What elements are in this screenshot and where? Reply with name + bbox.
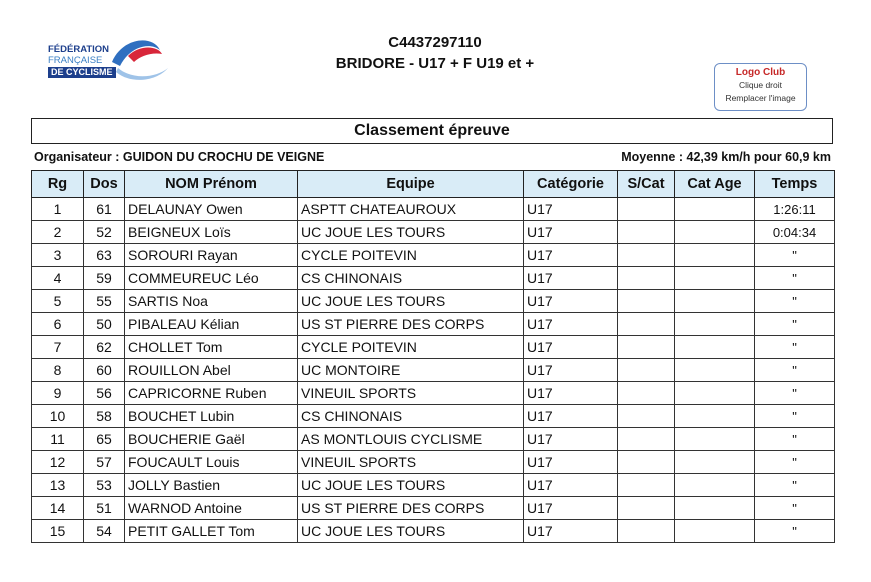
cell-cat: U17 bbox=[524, 290, 618, 313]
cell-scat bbox=[618, 313, 675, 336]
cell-catage bbox=[675, 244, 755, 267]
cell-catage bbox=[675, 405, 755, 428]
cell-nom: JOLLY Bastien bbox=[125, 474, 298, 497]
cell-rg: 4 bbox=[32, 267, 84, 290]
cell-scat bbox=[618, 336, 675, 359]
cell-dos: 62 bbox=[84, 336, 125, 359]
cell-catage bbox=[675, 198, 755, 221]
cell-temps: " bbox=[755, 428, 835, 451]
cell-cat: U17 bbox=[524, 520, 618, 543]
cell-nom: PETIT GALLET Tom bbox=[125, 520, 298, 543]
cell-equipe: UC JOUE LES TOURS bbox=[298, 290, 524, 313]
cell-dos: 63 bbox=[84, 244, 125, 267]
cell-scat bbox=[618, 290, 675, 313]
cell-equipe: UC JOUE LES TOURS bbox=[298, 474, 524, 497]
cell-dos: 56 bbox=[84, 382, 125, 405]
cell-rg: 7 bbox=[32, 336, 84, 359]
col-header-catage: Cat Age bbox=[675, 171, 755, 198]
cell-rg: 14 bbox=[32, 497, 84, 520]
cell-rg: 8 bbox=[32, 359, 84, 382]
cell-dos: 60 bbox=[84, 359, 125, 382]
cell-catage bbox=[675, 520, 755, 543]
logo-line-3: DE CYCLISME bbox=[48, 67, 116, 78]
cell-cat: U17 bbox=[524, 336, 618, 359]
cell-scat bbox=[618, 267, 675, 290]
table-row bbox=[32, 520, 835, 543]
cell-scat bbox=[618, 198, 675, 221]
table-row bbox=[32, 198, 835, 221]
cell-temps: 1:26:11 bbox=[755, 198, 835, 221]
cell-cat: U17 bbox=[524, 451, 618, 474]
cell-cat: U17 bbox=[524, 313, 618, 336]
col-header-temps: Temps bbox=[755, 171, 835, 198]
cell-temps: " bbox=[755, 290, 835, 313]
cell-nom: WARNOD Antoine bbox=[125, 497, 298, 520]
cell-equipe: VINEUIL SPORTS bbox=[298, 451, 524, 474]
cell-catage bbox=[675, 267, 755, 290]
cell-cat: U17 bbox=[524, 497, 618, 520]
cell-scat bbox=[618, 474, 675, 497]
table-row bbox=[32, 313, 835, 336]
cell-equipe: US ST PIERRE DES CORPS bbox=[298, 313, 524, 336]
cell-scat bbox=[618, 221, 675, 244]
cell-equipe: CYCLE POITEVIN bbox=[298, 244, 524, 267]
cell-scat bbox=[618, 244, 675, 267]
cell-scat bbox=[618, 405, 675, 428]
cell-temps: " bbox=[755, 359, 835, 382]
table-row bbox=[32, 405, 835, 428]
cell-dos: 51 bbox=[84, 497, 125, 520]
table-row bbox=[32, 359, 835, 382]
cell-catage bbox=[675, 382, 755, 405]
cell-rg: 13 bbox=[32, 474, 84, 497]
cell-temps: " bbox=[755, 451, 835, 474]
cell-temps: " bbox=[755, 520, 835, 543]
logo-line-2: FRANÇAISE bbox=[48, 55, 103, 66]
cell-scat bbox=[618, 382, 675, 405]
cell-nom: ROUILLON Abel bbox=[125, 359, 298, 382]
cell-cat: U17 bbox=[524, 428, 618, 451]
table-row bbox=[32, 290, 835, 313]
cell-equipe: UC JOUE LES TOURS bbox=[298, 221, 524, 244]
table-row bbox=[32, 428, 835, 451]
cell-rg: 12 bbox=[32, 451, 84, 474]
col-header-nom: NOM Prénom bbox=[125, 171, 298, 198]
cell-catage bbox=[675, 313, 755, 336]
cell-dos: 50 bbox=[84, 313, 125, 336]
cell-nom: SOROURI Rayan bbox=[125, 244, 298, 267]
cell-equipe: CS CHINONAIS bbox=[298, 267, 524, 290]
cell-nom: BOUCHERIE Gaël bbox=[125, 428, 298, 451]
cell-rg: 2 bbox=[32, 221, 84, 244]
club-logo-placeholder[interactable] bbox=[714, 63, 807, 111]
cell-scat bbox=[618, 428, 675, 451]
cell-temps: " bbox=[755, 382, 835, 405]
cell-rg: 3 bbox=[32, 244, 84, 267]
cell-dos: 54 bbox=[84, 520, 125, 543]
cell-equipe: CS CHINONAIS bbox=[298, 405, 524, 428]
cell-nom: SARTIS Noa bbox=[125, 290, 298, 313]
cell-rg: 15 bbox=[32, 520, 84, 543]
cell-dos: 59 bbox=[84, 267, 125, 290]
table-row bbox=[32, 451, 835, 474]
table-row bbox=[32, 382, 835, 405]
cell-temps: " bbox=[755, 313, 835, 336]
club-logo-title: Logo Club bbox=[735, 67, 786, 78]
table-row bbox=[32, 497, 835, 520]
section-title: Classement épreuve bbox=[31, 118, 833, 144]
cell-rg: 6 bbox=[32, 313, 84, 336]
table-row bbox=[32, 474, 835, 497]
club-logo-hint-1: Clique droit bbox=[739, 80, 782, 90]
cell-scat bbox=[618, 451, 675, 474]
cell-equipe: VINEUIL SPORTS bbox=[298, 382, 524, 405]
cell-equipe: UC JOUE LES TOURS bbox=[298, 520, 524, 543]
club-logo-hint-2: Remplacer l'image bbox=[725, 93, 796, 103]
cell-cat: U17 bbox=[524, 359, 618, 382]
cell-rg: 9 bbox=[32, 382, 84, 405]
cell-nom: CHOLLET Tom bbox=[125, 336, 298, 359]
cell-dos: 65 bbox=[84, 428, 125, 451]
cell-nom: DELAUNAY Owen bbox=[125, 198, 298, 221]
cell-nom: BEIGNEUX Loïs bbox=[125, 221, 298, 244]
cell-cat: U17 bbox=[524, 221, 618, 244]
cell-temps: " bbox=[755, 474, 835, 497]
col-header-equipe: Equipe bbox=[298, 171, 524, 198]
cyclist-swoosh-icon bbox=[106, 32, 172, 90]
cell-nom: FOUCAULT Louis bbox=[125, 451, 298, 474]
cell-temps: " bbox=[755, 336, 835, 359]
average-speed: Moyenne : 42,39 km/h pour 60,9 km bbox=[621, 150, 831, 164]
cell-nom: PIBALEAU Kélian bbox=[125, 313, 298, 336]
cell-dos: 57 bbox=[84, 451, 125, 474]
cell-catage bbox=[675, 336, 755, 359]
cell-catage bbox=[675, 428, 755, 451]
cell-rg: 5 bbox=[32, 290, 84, 313]
cell-temps: " bbox=[755, 267, 835, 290]
cell-cat: U17 bbox=[524, 244, 618, 267]
cell-rg: 1 bbox=[32, 198, 84, 221]
cell-equipe: US ST PIERRE DES CORPS bbox=[298, 497, 524, 520]
cell-cat: U17 bbox=[524, 382, 618, 405]
table-row bbox=[32, 244, 835, 267]
cell-equipe: UC MONTOIRE bbox=[298, 359, 524, 382]
cell-temps: 0:04:34 bbox=[755, 221, 835, 244]
cell-nom: COMMEUREUC Léo bbox=[125, 267, 298, 290]
cell-cat: U17 bbox=[524, 474, 618, 497]
cell-scat bbox=[618, 497, 675, 520]
table-row bbox=[32, 336, 835, 359]
cell-dos: 53 bbox=[84, 474, 125, 497]
col-header-dos: Dos bbox=[84, 171, 125, 198]
cell-catage bbox=[675, 451, 755, 474]
cell-catage bbox=[675, 359, 755, 382]
cell-temps: " bbox=[755, 244, 835, 267]
cell-cat: U17 bbox=[524, 267, 618, 290]
cell-rg: 10 bbox=[32, 405, 84, 428]
cell-equipe: AS MONTLOUIS CYCLISME bbox=[298, 428, 524, 451]
cell-nom: BOUCHET Lubin bbox=[125, 405, 298, 428]
cell-temps: " bbox=[755, 405, 835, 428]
organizer: Organisateur : GUIDON DU CROCHU DE VEIGNE bbox=[34, 150, 325, 164]
cell-rg: 11 bbox=[32, 428, 84, 451]
col-header-categorie: Catégorie bbox=[524, 171, 618, 198]
cell-cat: U17 bbox=[524, 198, 618, 221]
cell-temps: " bbox=[755, 497, 835, 520]
event-code: C4437297110 bbox=[388, 34, 482, 51]
col-header-rg: Rg bbox=[32, 171, 84, 198]
cell-equipe: CYCLE POITEVIN bbox=[298, 336, 524, 359]
cell-scat bbox=[618, 520, 675, 543]
header-row bbox=[32, 171, 835, 198]
cell-dos: 55 bbox=[84, 290, 125, 313]
cell-catage bbox=[675, 221, 755, 244]
cell-nom: CAPRICORNE Ruben bbox=[125, 382, 298, 405]
table-row bbox=[32, 221, 835, 244]
col-header-scat: S/Cat bbox=[618, 171, 675, 198]
cell-dos: 52 bbox=[84, 221, 125, 244]
cell-equipe: ASPTT CHATEAUROUX bbox=[298, 198, 524, 221]
logo-line-1: FÉDÉRATION bbox=[48, 44, 110, 55]
cell-cat: U17 bbox=[524, 405, 618, 428]
table-row bbox=[32, 267, 835, 290]
cell-scat bbox=[618, 359, 675, 382]
cell-catage bbox=[675, 497, 755, 520]
ffc-logo bbox=[44, 32, 174, 92]
cell-catage bbox=[675, 290, 755, 313]
event-title: BRIDORE - U17 + F U19 et + bbox=[335, 55, 535, 72]
cell-dos: 61 bbox=[84, 198, 125, 221]
cell-dos: 58 bbox=[84, 405, 125, 428]
cell-catage bbox=[675, 474, 755, 497]
results-table bbox=[31, 170, 835, 543]
